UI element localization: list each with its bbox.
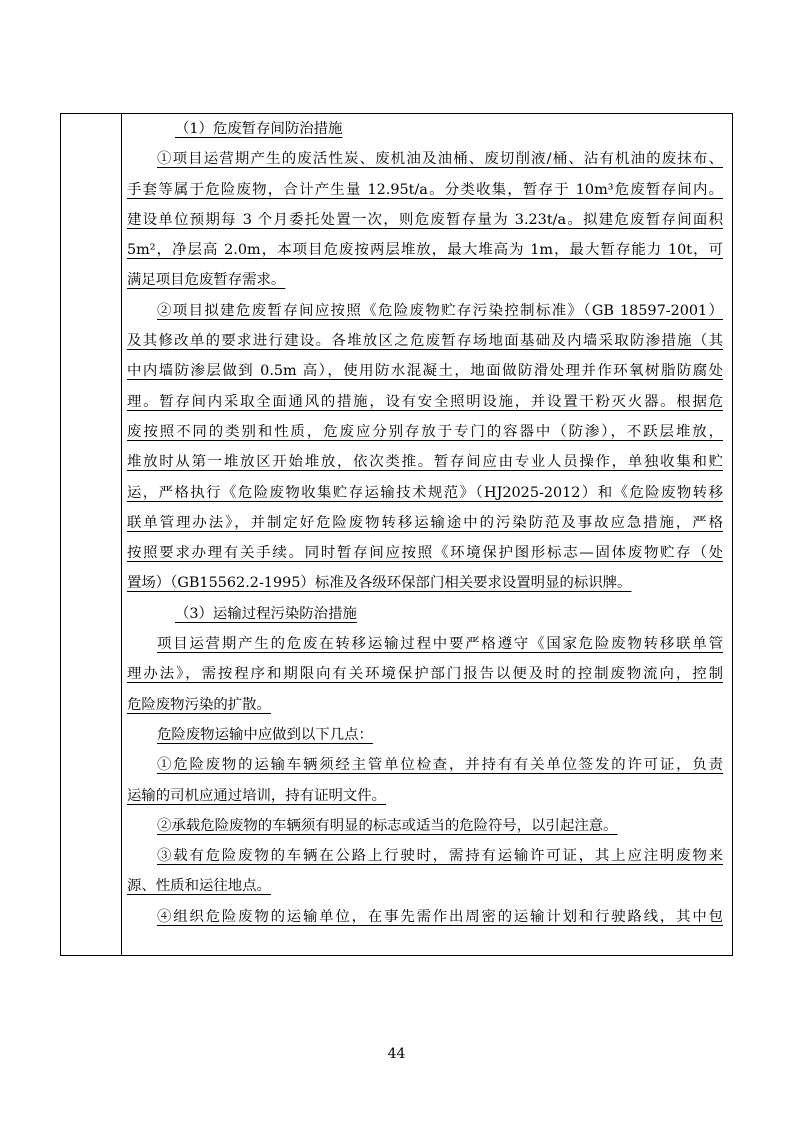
- text-line: 满足项目危废暂存需求。: [127, 272, 286, 289]
- text-line: 置场）（GB15562.2-1995）标准及各级环保部门相关要求设置明显的标识牌。: [127, 575, 632, 592]
- text-line: 项目运营期产生的危废在转移运输过程中要严格遵守《国家危险废物转移联单管: [157, 636, 723, 653]
- text-line: 源、性质和运往地点。: [127, 878, 271, 895]
- text-line: ③载有危险废物的车辆在公路上行驶时，需持有运输许可证，其上应注明废物来: [157, 848, 723, 865]
- text-line: 危险废物污染的扩散。: [127, 696, 271, 713]
- text-line: ④组织危险废物的运输单位，在事先需作出周密的运输计划和行驶路线，其中包: [157, 908, 723, 925]
- text-line: 建设单位预期每 3 个月委托处置一次，则危废暂存量为 3.23t/a。拟建危废暂存间面积: [127, 211, 723, 228]
- text-line: （1）危废暂存间防治措施: [175, 121, 343, 137]
- text-line: ①危险废物的运输车辆须经主管单位检查，并持有有关单位签发的许可证，负责: [157, 757, 723, 774]
- text-line: ①项目运营期产生的废活性炭、废机油及油桶、废切削液/桶、沾有机油的废抹布、: [157, 151, 723, 168]
- table-label-column: [61, 114, 122, 955]
- text-line: ②项目拟建危废暂存间应按照《危险废物贮存污染控制标准》（GB 18597-2001）: [157, 302, 723, 319]
- text-line: 运，严格执行《危险废物收集贮存运输技术规范》（HJ2025-2012）和《危险废物转移: [127, 484, 723, 501]
- text-line: 运输的司机应通过培训，持有证明文件。: [127, 787, 387, 804]
- text-line: 危险废物运输中应做到以下几点：: [157, 726, 373, 743]
- text-line: 及其修改单的要求进行建设。各堆放区之危废暂存场地面基础及内墙采取防渗措施（其: [127, 333, 723, 350]
- text-line: 中内墙防渗层做到 0.5m 高），使用防水混凝土，地面做防滑处理并作环氧树脂防腐处: [127, 363, 723, 380]
- text-line: 联单管理办法》，并制定好危险废物转移运输途中的污染防范及事故应急措施，严格: [127, 514, 723, 531]
- text-line: 理。暂存间内采取全面通风的措施，设有安全照明设施，并设置干粉灭火器。根据危: [127, 393, 723, 410]
- text-line: 堆放时从第一堆放区开始堆放，依次类推。暂存间应由专业人员操作，单独收集和贮: [127, 454, 723, 471]
- content-table: [60, 113, 733, 956]
- text-line: （3）运输过程污染防治措施: [175, 605, 357, 622]
- text-line: 手套等属于危险废物，合计产生量 12.95t/a。分类收集，暂存于 10m³危废暂存间内。: [127, 181, 723, 198]
- text-line: ②承载危险废物的车辆须有明显的标志或适当的危险符号，以引起注意。: [157, 817, 618, 834]
- page-number: 44: [387, 1046, 406, 1062]
- text-line: 5m²，净层高 2.0m，本项目危废按两层堆放，最大堆高为 1m，最大暂存能力 10t，可: [127, 242, 723, 259]
- text-line: 理办法》，需按程序和期限向有关环境保护部门报告以便及时的控制废物流向，控制: [127, 666, 723, 683]
- text-line: 按照要求办理有关手续。同时暂存间应按照《环境保护图形标志—固体废物贮存（处: [127, 545, 723, 562]
- table-content-cell: [127, 114, 723, 932]
- text-line: 废按照不同的类别和性质，危废应分别存放于专门的容器中（防渗），不跃层堆放，: [127, 423, 723, 440]
